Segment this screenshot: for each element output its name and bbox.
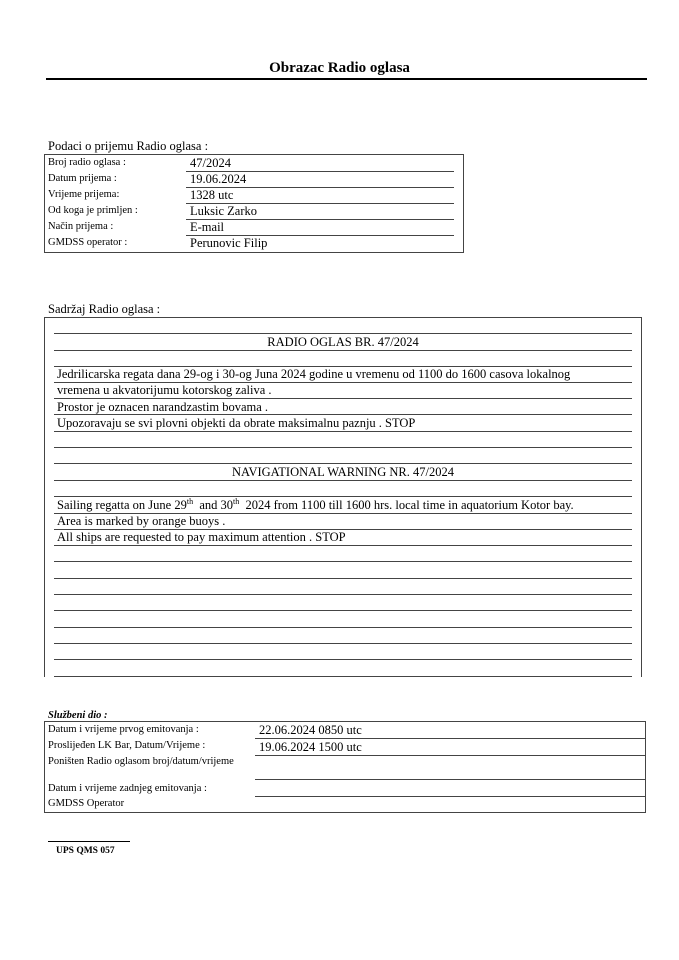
local-warning-line: vremena u akvatorijumu kotorskog zaliva . [57,383,272,397]
rule-line [54,431,632,432]
content-right-border [641,317,642,677]
local-warning-line: Upozoravaju se svi plovni objekti da obrate maksimalnu paznju . STOP [57,416,416,430]
rule-line [54,594,632,595]
rule-line [54,610,632,611]
rule-line [54,496,632,497]
rule-line [54,350,632,351]
reception-value-time: 1328 utc [190,188,234,202]
rule-line [54,676,632,677]
rule-line [54,447,632,448]
page-title: Obrazac Radio oglasa [269,60,410,76]
official-heading: Službeni dio : [48,710,108,721]
content-top-border [44,317,642,318]
official-label-last-broadcast: Datum i vrijeme zadnjeg emitovanja : [48,783,207,794]
rule-line [54,659,632,660]
footer-rule [48,841,130,842]
nav-warning-title: NAVIGATIONAL WARNING NR. 47/2024 [232,465,454,479]
reception-label-date: Datum prijema : [48,173,117,184]
nav-line1-part: and 30 [193,498,234,512]
official-underline [255,779,646,780]
rule-line [54,333,632,334]
reception-label-operator: GMDSS operator : [48,237,128,248]
official-label-operator: GMDSS Operator [48,798,125,809]
official-value-first-broadcast: 22.06.2024 0850 utc [259,723,362,737]
rule-line [54,561,632,562]
nav-line1-part: Sailing regatta on June 29 [57,498,187,512]
nav-line1-sup: th [233,496,240,506]
reception-value-date: 19.06.2024 [190,172,247,186]
reception-underline [186,219,454,220]
reception-value-method: E-mail [190,220,225,234]
reception-heading: Podaci o prijemu Radio oglasa : [48,139,209,153]
official-underline [255,755,646,756]
reception-value-number: 47/2024 [190,156,231,170]
nav-warning-line [57,498,574,513]
nav-warning-line: All ships are requested to pay maximum attention . STOP [57,530,346,544]
reception-label-number: Broj radio oglasa : [48,157,126,168]
nav-warning-line: Area is marked by orange buoys . [57,514,226,528]
official-label-first-broadcast: Datum i vrijeme prvog emitovanja : [48,724,199,735]
content-left-border [44,317,45,677]
reception-label-from: Od koga je primljen : [48,205,138,216]
rule-line [54,627,632,628]
nav-line1-sup: th [186,496,194,506]
official-label-cancelled: Poništen Radio oglasom broj/datum/vrijeme [48,756,234,767]
title-divider [46,78,647,80]
local-warning-title: RADIO OGLAS BR. 47/2024 [267,335,419,349]
official-value-forwarded: 19.06.2024 1500 utc [259,740,362,754]
content-heading: Sadržaj Radio oglasa : [48,302,161,316]
rule-line [54,545,632,546]
official-label-forwarded: Prosliјeđen LK Bar, Datum/Vrijeme : [48,740,206,751]
reception-value-from: Luksic Zarko [190,204,257,218]
rule-line [54,480,632,481]
nav-line1-part: 2024 from 1100 till 1600 hrs. local time in aquatorium Kotor bay. [239,498,574,512]
official-underline [255,738,646,739]
rule-line [54,578,632,579]
rule-line [54,463,632,464]
official-underline [255,796,646,797]
local-warning-line: Prostor je oznacen narandzastim bovama . [57,400,269,414]
reception-label-method: Način prijema : [48,221,114,232]
rule-line [54,398,632,399]
reception-label-time: Vrijeme prijema: [48,189,120,200]
local-warning-line: Jedrilicarska regata dana 29-og i 30-og Juna 2024 godine u vremenu od 1100 do 1600 casova lokalnog [57,367,571,381]
rule-line [54,643,632,644]
reception-value-operator: Perunovic Filip [190,236,268,250]
form-code: UPS QMS 057 [56,846,115,856]
